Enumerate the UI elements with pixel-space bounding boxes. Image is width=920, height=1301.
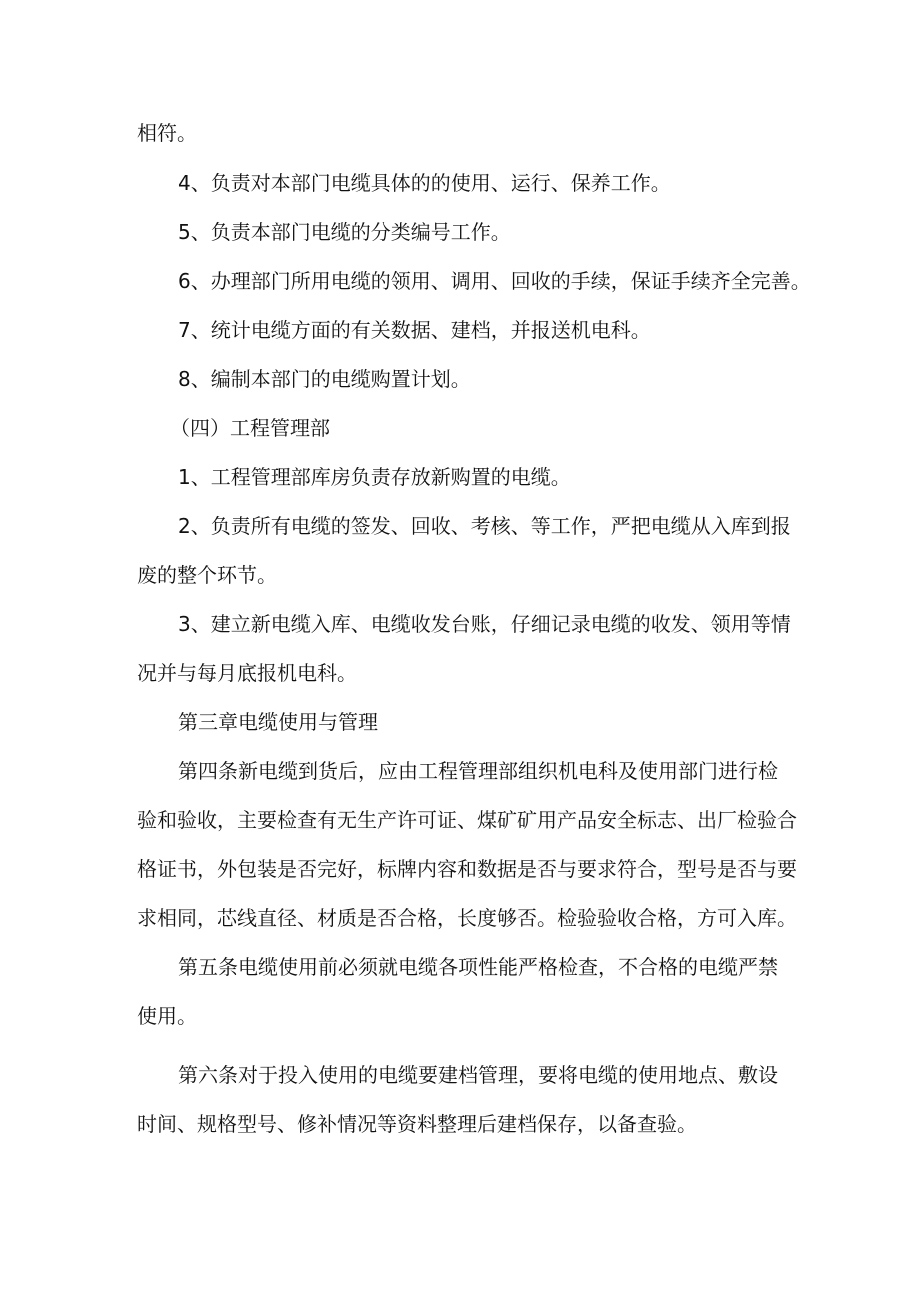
list-item-3-line-1: 3、建立新电缆入库、电缆收发台账，仔细记录电缆的收发、领用等情: [178, 612, 791, 636]
chapter-heading-3: 第三章电缆使用与管理: [178, 710, 378, 734]
article-6-line-2: 时间、规格型号、修补情况等资料整理后建档保存，以备查验。: [137, 1112, 697, 1136]
list-item-4: 4、负责对本部门电缆具体的的使用、运行、保养工作。: [178, 171, 671, 195]
article-5-line-1: 第五条电缆使用前必须就电缆各项性能严格检查，不合格的电缆严禁: [178, 955, 778, 979]
list-item-2-line-2: 废的整个环节。: [137, 563, 277, 587]
list-item-6: 6、办理部门所用电缆的领用、调用、回收的手续，保证手续齐全完善。: [178, 269, 811, 293]
article-4-line-1: 第四条新电缆到货后，应由工程管理部组织机电科及使用部门进行检: [178, 759, 778, 783]
article-4-line-2: 验和验收，主要检查有无生产许可证、煤矿矿用产品安全标志、出厂检验合: [137, 808, 797, 832]
text-line-continuation-xiangfu: 相符。: [137, 121, 197, 145]
list-item-7: 7、统计电缆方面的有关数据、建档，并报送机电科。: [178, 318, 651, 342]
list-item-2-line-1: 2、负责所有电缆的签发、回收、考核、等工作，严把电缆从入库到报: [178, 514, 791, 538]
list-item-1: 1、工程管理部库房负责存放新购置的电缆。: [178, 465, 571, 489]
article-5-line-2: 使用。: [137, 1004, 197, 1028]
list-item-3-line-2: 况并与每月底报机电科。: [137, 661, 357, 685]
article-4-line-3: 格证书，外包装是否完好，标牌内容和数据是否与要求符合，型号是否与要: [137, 857, 797, 881]
list-item-5: 5、负责本部门电缆的分类编号工作。: [178, 220, 511, 244]
section-heading-engineering-management: （四）工程管理部: [170, 416, 330, 440]
article-4-line-4: 求相同，芯线直径、材质是否合格，长度够否。检验验收合格，方可入库。: [137, 906, 797, 930]
article-6-line-1: 第六条对于投入使用的电缆要建档管理，要将电缆的使用地点、敷设: [178, 1063, 778, 1087]
list-item-8: 8、编制本部门的电缆购置计划。: [178, 367, 471, 391]
